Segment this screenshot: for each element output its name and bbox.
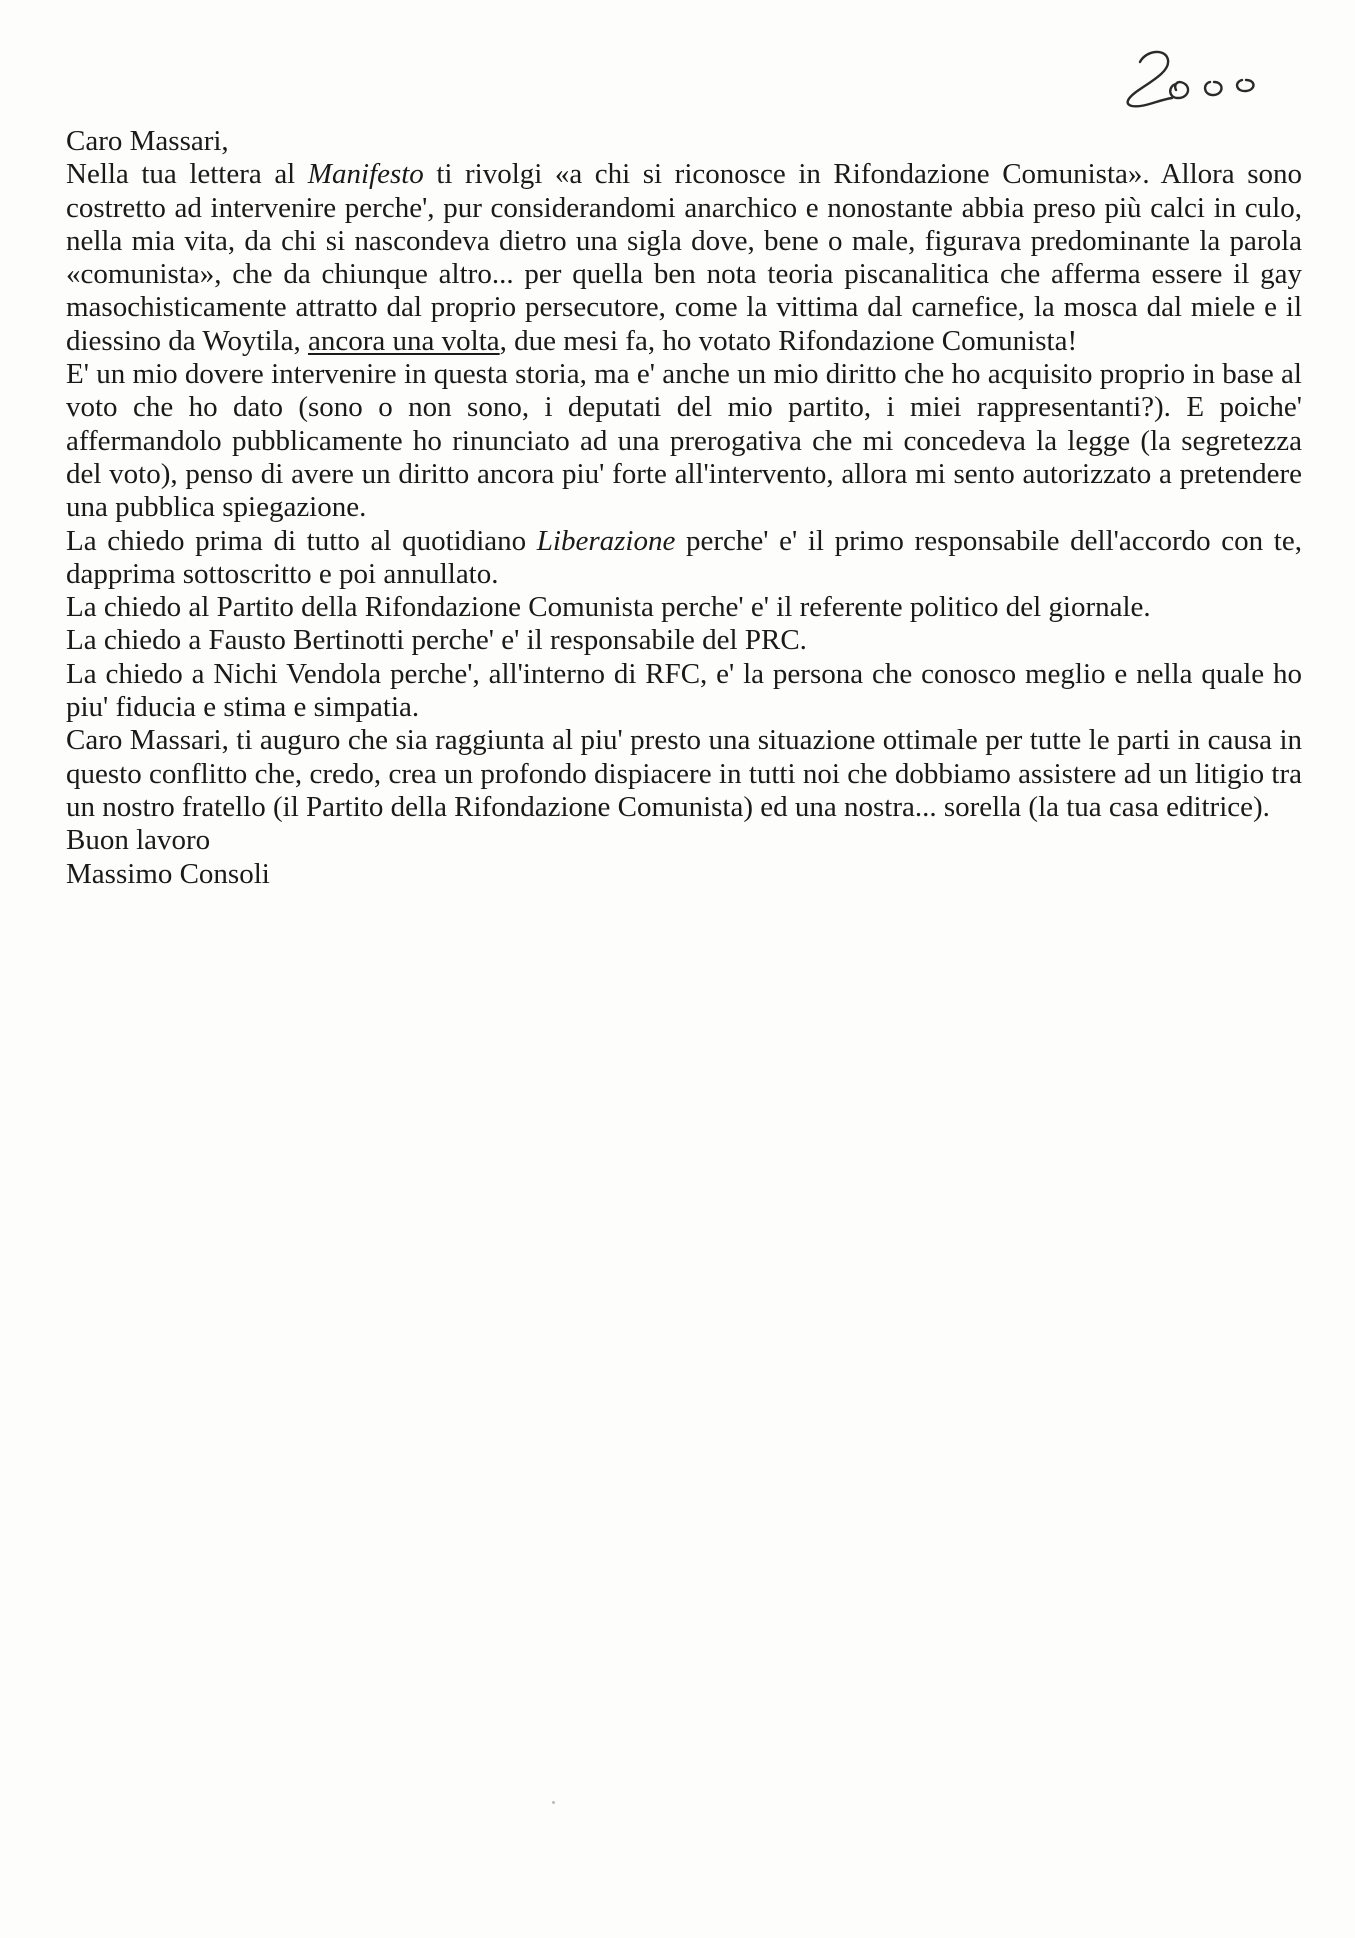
paragraph-3-part-a: La chiedo prima di tutto al quotidiano	[66, 524, 537, 557]
closing: Buon lavoro	[66, 824, 211, 857]
paragraph-3-part-c: perche' e' il primo responsabile dell'accordo con te, dapprima sottoscritto e poi annullato.	[66, 524, 1302, 590]
scan-speck	[552, 1801, 555, 1804]
paragraph-1-part-e: , due mesi fa, ho votato Rifondazione Comunista!	[499, 324, 1078, 357]
paragraph-4: La chiedo al Partito della Rifondazione Comunista perche' e' il referente politico del giornale.	[66, 591, 1151, 624]
paragraph-3	[66, 525, 1302, 592]
underlined-phrase: ancora una volta	[308, 324, 500, 357]
handwritten-year-annotation	[1110, 40, 1290, 120]
paragraph-5: La chiedo a Fausto Bertinotti perche' e' il responsabile del PRC.	[66, 624, 807, 657]
paragraph-1-part-a: Nella tua lettera al	[66, 158, 308, 191]
handwritten-year-drawing	[1110, 40, 1290, 120]
paragraph-2: E' un mio dovere intervenire in questa storia, ma e' anche un mio diritto che ho acquisito proprio in base al voto che ho dato (sono o non sono, i deputati del mio partito, i miei rappresentanti?). E poiche' affermandolo pubblicamente ho rinunciato ad una prerogativa che mi concedeva la legge (la segretezza del voto), penso di avere un diritto ancora piu' forte all'intervento, allora mi sento autorizzato a pretendere una pubblica spiegazione.	[66, 358, 1302, 524]
newspaper-title-liberazione: Liberazione	[536, 524, 676, 557]
paragraph-1-part-c: ti rivolgi «a chi si riconosce in Rifondazione Comunista». Allora sono costretto ad intervenire perche', pur considerandomi anarchico e nonostante abbia preso più calci in culo, nella mia vita, da chi si nascondeva dietro una sigla dove, bene o male, figurava predominante la parola «comunista», che da chiunque altro... per quella ben nota teoria piscanalitica che afferma essere il gay masochisticamente attratto dal proprio persecutore, come la vittima dal carnefice, la mosca dal miele e il diessino da Woytila,	[66, 158, 1302, 357]
letter-body	[66, 125, 1302, 891]
salutation: Caro Massari,	[66, 125, 229, 157]
paragraph-1	[66, 158, 1302, 358]
newspaper-title-manifesto: Manifesto	[307, 158, 424, 191]
paragraph-7: Caro Massari, ti auguro che sia raggiunta al piu' presto una situazione ottimale per tutte le parti in causa in questo conflitto che, credo, crea un profondo dispiacere in tutti noi che dobbiamo assistere ad un litigio tra un nostro fratello (il Partito della Rifondazione Comunista) ed una nostra... sorella (la tua casa editrice).	[66, 724, 1302, 823]
signature: Massimo Consoli	[66, 857, 270, 890]
paragraph-6: La chiedo a Nichi Vendola perche', all'interno di RFC, e' la persona che conosco meglio e nella quale ho piu' fiducia e stima e simpatia.	[66, 657, 1302, 724]
